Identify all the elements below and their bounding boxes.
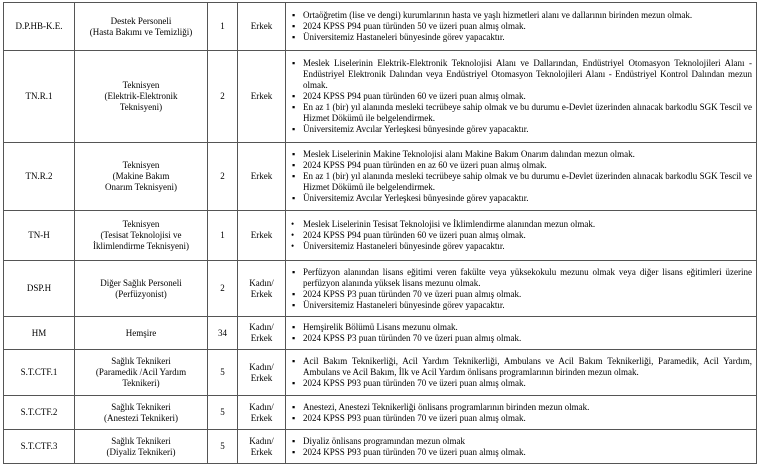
table-row [4, 143, 757, 211]
requirement-item: ▪ Üniversitemiz Avcılar Yerleşkesi bünyesinde görev yapacaktır. [290, 124, 752, 135]
requirement-item: ▪ 2024 KPSS P94 puan türünden 50 ve üzeri puan almış olmak. [290, 21, 752, 32]
gender-line: Kadın/ [249, 322, 274, 332]
table-row [4, 211, 757, 261]
requirements-list [290, 267, 752, 311]
gender-line: Kadın/ [249, 401, 274, 412]
requirements-list [290, 322, 752, 344]
position-gender [238, 430, 286, 464]
requirement-item: ▪ Diyaliz önlisans programından mezun olmak [290, 436, 752, 447]
position-count: 5 [208, 396, 238, 430]
position-count: 1 [208, 3, 238, 51]
position-code: TN-H [4, 211, 75, 261]
title-line: Hemşire [125, 327, 157, 338]
position-title [75, 396, 208, 430]
position-count: 34 [208, 317, 238, 350]
position-title [75, 350, 208, 396]
gender-line: Kadın/ [249, 277, 274, 288]
position-gender [238, 396, 286, 430]
position-count: 2 [208, 261, 238, 317]
title-line: (Makine Bakım [112, 171, 170, 181]
table-row [4, 51, 757, 143]
requirement-item: ▪ Üniversitemiz Hastaneleri bünyesinde görev yapacaktır. [290, 32, 752, 43]
gender-line: Erkek [250, 372, 273, 383]
gender-line: Erkek [250, 230, 273, 240]
position-requirements [286, 3, 757, 51]
title-line: (Perfüzyonist) [115, 288, 167, 299]
position-count: 2 [208, 51, 238, 143]
position-count: 2 [208, 143, 238, 211]
position-count: 5 [208, 430, 238, 464]
position-title [75, 261, 208, 317]
title-line: Teknikeri) [122, 378, 160, 388]
requirements-list [290, 436, 752, 458]
title-line: (Hasta Bakımı ve Temizliği) [89, 26, 193, 37]
position-count: 1 [208, 211, 238, 261]
requirement-item: ▪ Meslek Liselerinin Elektrik-Elektronik Teknolojisi Alanı ve Dallarından, Endüstriyel Otomasyon Teknolojileri Alanı - Endüstriyel Elektronik Dalından veya Endüstriyel Otomasyon Teknolojileri Alanı - Endüstriyel Kontrol Dalından mezun olmak. [290, 58, 752, 91]
position-title [75, 3, 208, 51]
requirements-list [290, 402, 752, 424]
gender-line: Erkek [250, 288, 273, 299]
title-line: Destek Personeli [110, 15, 172, 26]
requirements-list [290, 10, 752, 43]
position-code: S.T.CTF.1 [4, 350, 75, 396]
requirement-item: ▪ Hemşirelik Bölümü Lisans mezunu olmak. [290, 322, 752, 333]
position-requirements [286, 430, 757, 464]
gender-line: Erkek [250, 446, 273, 457]
table-row [4, 430, 757, 464]
position-gender [238, 3, 286, 51]
requirement-item: ▪ 2024 KPSS P93 puan türünden 70 ve üzeri puan almış olmak. [290, 378, 752, 389]
requirement-item: ▪ Meslek Liselerinin Makine Teknolojisi alanı Makine Bakım Onarım dalından mezun olmak. [290, 149, 752, 160]
requirement-item: ▪ Perfüzyon alanından lisans eğitimi veren fakülte veya yüksekokulu mezunu olmak veya diğer lisans eğitimleri üzerine perfüzyon alanında yüksek lisans mezunu olmak. [290, 267, 752, 289]
requirement-item: ▪ 2024 KPSS P93 puan türünden 70 ve üzeri puan almış olmak. [290, 413, 752, 424]
requirement-item: ▪ 2024 KPSS P94 puan türünden 60 ve üzeri puan almış olmak. [290, 91, 752, 102]
position-requirements [286, 143, 757, 211]
title-line: Diğer Sağlık Personeli [100, 277, 182, 288]
position-requirements [286, 211, 757, 261]
title-line: (Anestezi Teknikeri) [104, 412, 178, 423]
position-gender [238, 51, 286, 143]
position-requirements [286, 396, 757, 430]
requirement-item: ▪ En az 1 (bir) yıl alanında mesleki tecrübeye sahip olmak ve bu durumu e-Devlet üzerinden alınacak barkodlu SGK Tescil ve Hizmet Dökümü ile belgelendirmek. [290, 102, 752, 124]
gender-line: Erkek [250, 21, 273, 31]
position-requirements [286, 51, 757, 143]
title-line: (Diyaliz Teknikeri) [106, 446, 176, 457]
title-line: Teknisyen [122, 160, 160, 170]
requirement-item: • Meslek Liselerinin Tesisat Teknolojisi ve İklimlendirme alanından mezun olmak. [290, 219, 752, 230]
positions-table-body [4, 3, 757, 464]
title-line: (Paramedik /Acil Yardım [95, 367, 187, 377]
requirement-item: ▪ 2024 KPSS P94 puan türünden en az 60 ve üzeri puan almış olmak. [290, 160, 752, 171]
positions-table [3, 2, 757, 464]
table-row [4, 317, 757, 350]
gender-line: Erkek [250, 91, 273, 101]
position-title [75, 317, 208, 350]
requirement-item: • 2024 KPSS P94 puan türünden 60 ve üzeri puan almış olmak. [290, 230, 752, 241]
requirements-list [290, 58, 752, 135]
position-gender [238, 261, 286, 317]
position-requirements [286, 317, 757, 350]
requirement-item: ▪ Acil Bakım Teknikerliği, Acil Yardım Teknikerliği, Ambulans ve Acil Bakım Teknikerliği, Paramedik, Acil Yardım, Ambulans ve Acil Bakım, İlk ve Acil Yardım önlisans programlarının birinden mezun olmak. [290, 356, 752, 378]
position-code: TN.R.2 [4, 143, 75, 211]
title-line: (Elektrik-Elektronik [104, 91, 178, 101]
requirements-list [290, 149, 752, 204]
title-line: Sağlık Teknikeri [111, 401, 171, 412]
requirement-item: • Üniversitemiz Hastaneleri bünyesinde görev yapacaktır. [290, 241, 752, 252]
requirement-item: ▪ En az 1 (bir) yıl alanında mesleki tecrübeye sahip olmak ve bu durumu e-Devlet üzerinden alınacak barkodlu SGK Tescil ve Hizmet Dökümü ile belgelendirmek. [290, 171, 752, 193]
position-code: S.T.CTF.2 [4, 396, 75, 430]
requirement-item: ▪ 2024 KPSS P3 puan türünden 70 ve üzeri puan almış olmak. [290, 289, 752, 300]
requirement-item: ▪ Üniversitemiz Avcılar Yerleşkesi bünyesinde görev yapacaktır. [290, 193, 752, 204]
position-code: D.P.HB-K.E. [4, 3, 75, 51]
position-requirements [286, 261, 757, 317]
requirement-item: ▪ 2024 KPSS P93 puan türünden 70 ve üzeri puan almış olmak. [290, 447, 752, 458]
title-line: Teknisyeni) [119, 102, 163, 112]
requirement-item: ▪ Ortaöğretim (lise ve dengi) kurumlarının hasta ve yaşlı hizmetleri alanı ve dallarının birinden mezun olmak. [290, 10, 752, 21]
position-code: DSP.H [4, 261, 75, 317]
gender-line: Erkek [250, 412, 273, 423]
requirements-list [290, 219, 752, 252]
title-line: Sağlık Teknikeri [111, 435, 171, 446]
table-row [4, 396, 757, 430]
title-line: Sağlık Teknikeri [111, 356, 171, 366]
position-title [75, 51, 208, 143]
position-code: HM [4, 317, 75, 350]
requirement-item: ▪ 2024 KPSS P3 puan türünden 70 ve üzeri puan almış olmak. [290, 333, 752, 344]
table-row [4, 3, 757, 51]
title-line: (Tesisat Teknolojisi ve [100, 230, 182, 240]
position-gender [238, 211, 286, 261]
title-line: İklimlendirme Teknisyeni) [93, 241, 189, 251]
requirements-list [290, 356, 752, 389]
position-title [75, 143, 208, 211]
position-title [75, 211, 208, 261]
requirement-item: ▪ Anestezi, Anestezi Teknikerliği önlisans programlarının birinden mezun olmak. [290, 402, 752, 413]
gender-line: Erkek [250, 171, 273, 181]
position-code: TN.R.1 [4, 51, 75, 143]
title-line: Teknisyen [122, 219, 160, 229]
position-requirements [286, 350, 757, 396]
position-title [75, 430, 208, 464]
table-row [4, 261, 757, 317]
gender-line: Kadın/ [249, 361, 274, 372]
gender-line: Erkek [250, 333, 273, 343]
position-code: S.T.CTF.3 [4, 430, 75, 464]
title-line: Onarım Teknisyeni) [105, 182, 177, 192]
position-gender [238, 143, 286, 211]
title-line: Teknisyen [122, 80, 160, 90]
table-row [4, 350, 757, 396]
requirement-item: ▪ Üniversitemiz Hastaneleri bünyesinde görev yapacaktır. [290, 300, 752, 311]
gender-line: Kadın/ [249, 435, 274, 446]
position-gender [238, 350, 286, 396]
position-count: 5 [208, 350, 238, 396]
position-gender [238, 317, 286, 350]
